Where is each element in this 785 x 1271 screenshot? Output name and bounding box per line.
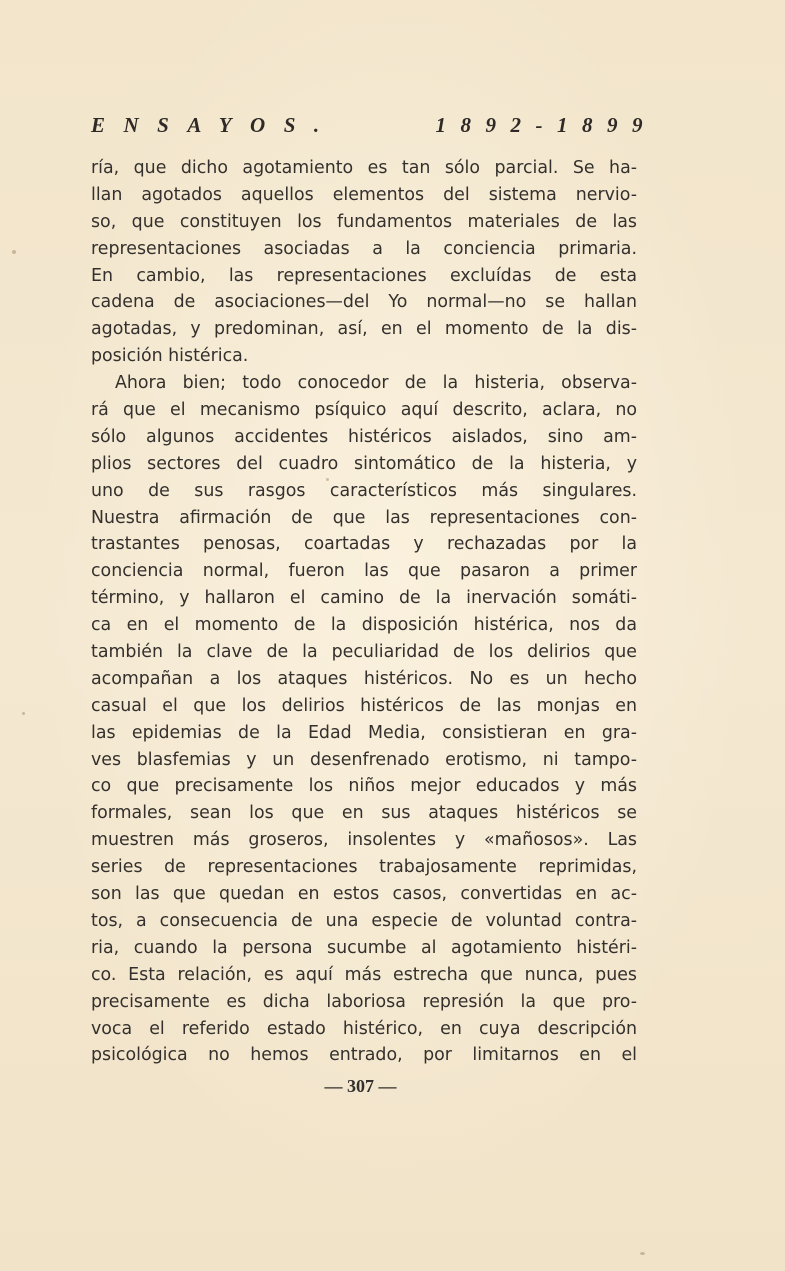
text-line: ves blasfemias y un desenfrenado erotismo, ni tampo- xyxy=(91,749,637,770)
page-number: — 307 — xyxy=(324,1076,397,1096)
running-head-title: ENSAYOS. xyxy=(91,112,338,137)
text-line: series de representaciones trabajosamente reprimidas, xyxy=(91,857,637,878)
running-head xyxy=(91,108,657,142)
text-line: ria, cuando la persona sucumbe al agotamiento histéri- xyxy=(91,937,637,958)
running-head-years: 1892-1899 xyxy=(435,112,657,137)
text-line: co. Esta relación, es aquí más estrecha que nunca, pues xyxy=(91,964,637,985)
paragraph-end-line: posición histérica. xyxy=(91,346,249,367)
text-line: uno de sus rasgos característicos más singulares. xyxy=(91,480,637,501)
text-line: muestren más groseros, insolentes y «mañosos». Las xyxy=(91,830,637,851)
text-line: formales, sean los que en sus ataques histéricos se xyxy=(91,803,637,824)
text-line: llan agotados aquellos elementos del sistema nervio- xyxy=(91,184,637,205)
body-text xyxy=(91,155,637,1069)
text-line: tos, a consecuencia de una especie de voluntad contra- xyxy=(91,910,637,931)
text-line: Nuestra afirmación de que las representaciones con- xyxy=(91,507,637,528)
text-line: En cambio, las representaciones excluídas de esta xyxy=(91,265,637,286)
text-line: co que precisamente los niños mejor educados y más xyxy=(91,776,637,797)
text-line: las epidemias de la Edad Media, consistieran en gra- xyxy=(91,722,637,743)
text-line: conciencia normal, fueron las que pasaron a primer xyxy=(91,561,637,582)
paper-speck xyxy=(326,478,329,481)
text-line: también la clave de la peculiaridad de los delirios que xyxy=(91,642,637,663)
text-line: agotadas, y predominan, así, en el momento de la dis- xyxy=(91,319,637,340)
text-line: son las que quedan en estos casos, convertidas en ac- xyxy=(91,884,637,905)
text-line: psicológica no hemos entrado, por limitarnos en el xyxy=(91,1045,637,1066)
paper-speck xyxy=(640,1252,645,1255)
text-line: cadena de asociaciones—del Yo normal—no se hallan xyxy=(91,292,637,313)
text-line: ca en el momento de la disposición histérica, nos da xyxy=(91,615,637,636)
text-line: precisamente es dicha laboriosa represión la que pro- xyxy=(91,991,637,1012)
text-line: sólo algunos accidentes histéricos aislados, sino am- xyxy=(91,426,637,447)
paragraph-start-line: Ahora bien; todo conocedor de la histeria, observa- xyxy=(115,373,637,394)
text-line: representaciones asociadas a la conciencia primaria. xyxy=(91,238,637,259)
text-line: ría, que dicho agotamiento es tan sólo parcial. Se ha- xyxy=(91,158,637,178)
paper-speck xyxy=(12,250,16,254)
text-line: so, que constituyen los fundamentos materiales de las xyxy=(91,211,637,232)
text-line: voca el referido estado histérico, en cuya descripción xyxy=(91,1018,637,1039)
text-line: acompañan a los ataques histéricos. No es un hecho xyxy=(91,668,637,689)
text-line: trastantes penosas, coartadas y rechazadas por la xyxy=(91,534,637,555)
text-line: rá que el mecanismo psíquico aquí descrito, aclara, no xyxy=(91,400,637,421)
text-line: casual el que los delirios histéricos de las monjas en xyxy=(91,695,637,716)
text-line: término, y hallaron el camino de la inervación somáti- xyxy=(91,588,637,609)
paper-speck xyxy=(22,712,25,715)
text-line: plios sectores del cuadro sintomático de la histeria, y xyxy=(91,453,637,474)
